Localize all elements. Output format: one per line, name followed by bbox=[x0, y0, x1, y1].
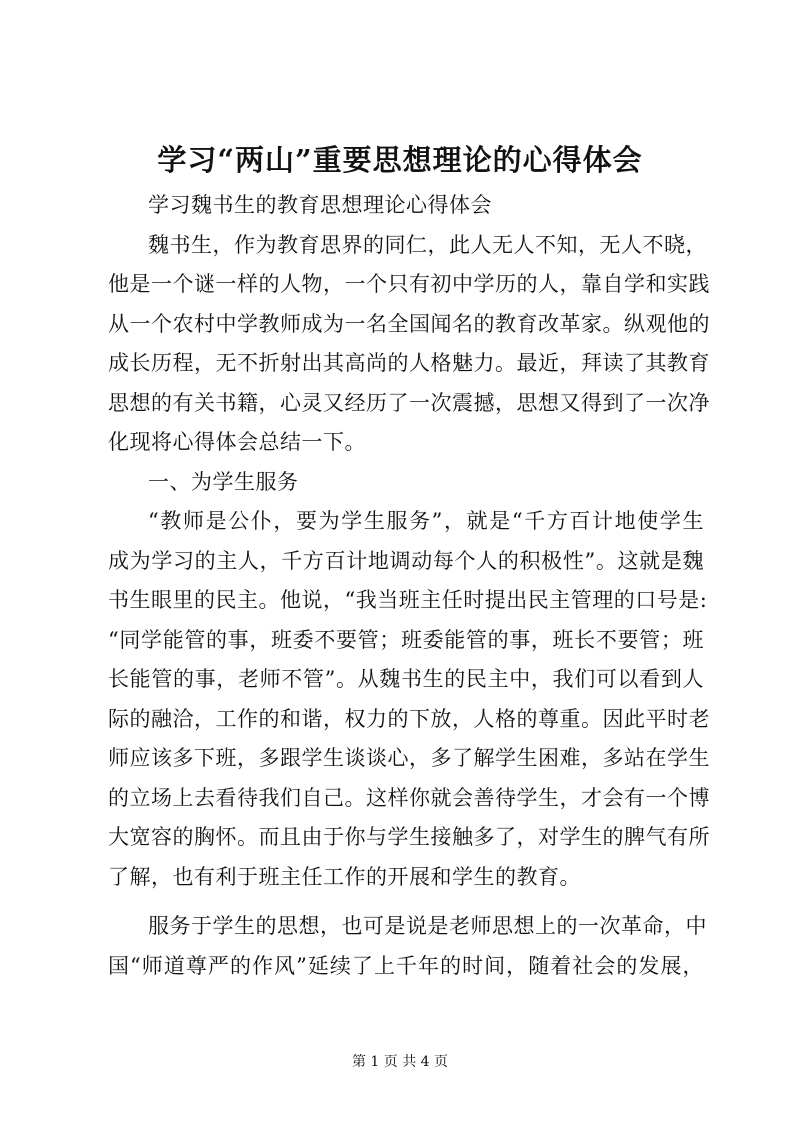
paragraph-line: 他是一个谜一样的人物，一个只有初中学历的人，靠自学和实践 bbox=[108, 272, 710, 296]
paragraph-line: 了解，也有利于班主任工作的开展和学生的教育。 bbox=[108, 864, 581, 889]
paragraph-line: “教师是公仆，要为学生服务”，就是“千方百计地使学生 bbox=[148, 509, 704, 533]
subtitle-line: 学习魏书生的教育思想理论心得体会 bbox=[148, 193, 492, 217]
document-body bbox=[108, 186, 710, 986]
paragraph-line: 成为学习的主人，千方百计地调动每个人的积极性”。这就是魏 bbox=[108, 548, 704, 573]
paragraph-line: 际的融洽，工作的和谐，权力的下放，人格的尊重。因此平时老 bbox=[108, 706, 710, 731]
paragraph-line: 魏书生，作为教育思界的同仁，此人无人不知，无人不晓， bbox=[148, 232, 707, 257]
paragraph-line: 大宽容的胸怀。而且由于你与学生接触多了，对学生的脾气有所 bbox=[108, 825, 710, 849]
document-title: 学习“两山”重要思想理论的心得体会 bbox=[157, 143, 643, 177]
paragraph-line: 书生眼里的民主。他说，“我当班主任时提出民主管理的口号是: bbox=[108, 588, 708, 612]
paragraph-line: 化现将心得体会总结一下。 bbox=[108, 430, 366, 454]
paragraph-line: 长能管的事，老师不管”。从魏书生的民主中，我们可以看到人 bbox=[108, 667, 704, 691]
paragraph-line: 成长历程，无不折射出其高尚的人格魅力。最近，拜读了其教育 bbox=[108, 351, 710, 375]
paragraph-line: 国“师道尊严的作风”延续了上千年的时间，随着社会的发展， bbox=[108, 953, 704, 978]
paragraph-gap bbox=[108, 897, 704, 907]
paragraph-line: 服务于学生的思想，也可是说是老师思想上的一次革命，中 bbox=[148, 914, 707, 938]
section-heading: 一、为学生服务 bbox=[148, 469, 299, 494]
paragraph-line: 从一个农村中学教师成为一名全国闻名的教育改革家。纵观他的 bbox=[108, 311, 710, 336]
page-footer: 第 1 页 共 4 页 bbox=[351, 1054, 449, 1070]
paragraph-line: “同学能管的事，班委不要管；班委能管的事，班长不要管；班 bbox=[108, 627, 704, 652]
paragraph-line: 思想的有关书籍，心灵又经历了一次震撼，思想又得到了一次净 bbox=[108, 390, 710, 415]
paragraph-line: 师应该多下班，多跟学生谈谈心，多了解学生困难，多站在学生 bbox=[108, 746, 710, 770]
paragraph-line: 的立场上去看待我们自己。这样你就会善待学生，才会有一个博 bbox=[108, 785, 710, 810]
